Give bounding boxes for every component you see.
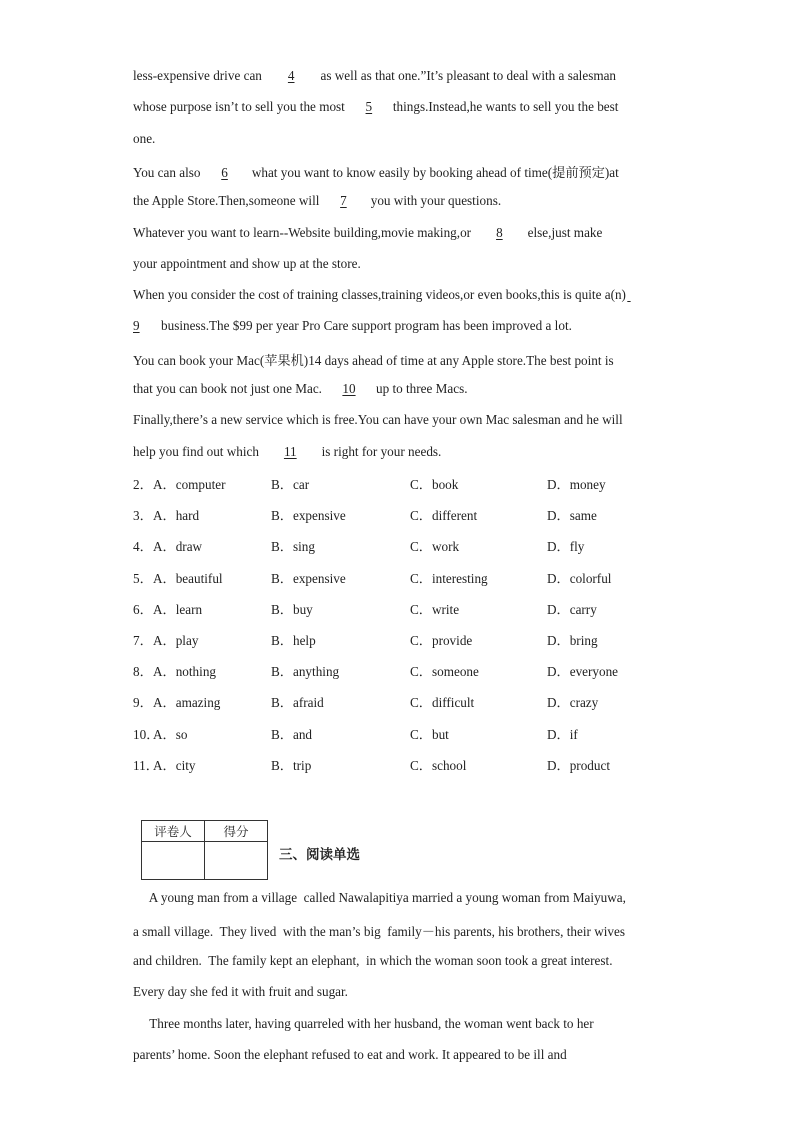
- question-number: 7．: [133, 633, 153, 648]
- option-b: B．buy: [271, 601, 313, 617]
- option-b: B．anything: [271, 664, 340, 680]
- reviewer-cell: [142, 842, 205, 880]
- option-c: C．difficult: [410, 695, 475, 711]
- question-options-row: [133, 724, 693, 744]
- option-d: D．colorful: [547, 570, 612, 586]
- passage-text: that you can book not just one Mac.: [133, 381, 322, 396]
- passage-line: [133, 381, 468, 397]
- option-a: A．beautiful: [153, 570, 223, 586]
- passage-text: When you consider the cost of training classes,training videos,or even books,this is quite a(n): [133, 287, 626, 303]
- option-b: B．trip: [271, 757, 312, 773]
- option-a: A．learn: [153, 601, 203, 617]
- passage-text: else,just make: [524, 224, 603, 240]
- passage-text: Whatever you want to learn--Website building,movie making,or: [133, 224, 475, 240]
- question-number: 11．: [133, 757, 159, 773]
- passage-line: [133, 193, 501, 209]
- answer-blank: 4: [287, 68, 295, 83]
- answer-blank: 9: [133, 318, 140, 334]
- answer-blank: 6: [221, 164, 228, 180]
- option-c: C．book: [410, 477, 459, 492]
- question-number: 10．: [133, 726, 160, 742]
- passage-text: what you want to know easily by booking ahead of time(提前预定)at: [248, 164, 619, 180]
- question-options-row: [133, 661, 693, 681]
- question-options-row: [133, 599, 693, 619]
- answer-blank: 10: [342, 381, 356, 396]
- passage-line: [133, 412, 623, 428]
- option-a: A．play: [153, 633, 199, 648]
- answer-blank: 7: [340, 193, 347, 209]
- answer-blank: 8: [496, 224, 503, 240]
- passage-line: [133, 444, 441, 460]
- option-c: C．but: [410, 726, 449, 742]
- question-options-row: [133, 505, 693, 525]
- question-number: 9．: [133, 695, 153, 711]
- option-c: C．different: [410, 508, 478, 524]
- question-number: 6．: [133, 601, 153, 617]
- option-b: B．help: [271, 633, 316, 648]
- grading-table: [141, 820, 268, 880]
- option-a: A．nothing: [153, 664, 217, 680]
- question-options-row: [133, 630, 693, 650]
- reading-line: and children. The family kept an elephant, in which the woman soon took a great interest.: [133, 952, 613, 968]
- question-options-row: [133, 755, 693, 775]
- reviewer-header: 评卷人: [142, 821, 205, 842]
- passage-line: [133, 162, 619, 181]
- passage-line: [133, 256, 361, 272]
- score-header: 得分: [205, 821, 268, 842]
- option-c: C．interesting: [410, 570, 488, 586]
- option-b: B．sing: [271, 539, 315, 555]
- answer-blank: 11: [283, 443, 297, 459]
- reading-line: Three months later, having quarreled with her husband, the woman went back to her: [133, 1015, 594, 1031]
- option-d: D．crazy: [547, 695, 599, 711]
- section-title: 三、阅读单选: [279, 847, 360, 863]
- question-options-row: [133, 474, 693, 494]
- passage-text: business.The $99 per year Pro Care support program has been improved a lot.: [161, 318, 572, 334]
- option-d: D．money: [547, 477, 606, 492]
- passage-text: is right for your needs.: [318, 443, 442, 459]
- option-d: D．same: [547, 508, 597, 524]
- option-b: B．afraid: [271, 695, 324, 711]
- passage-text: the Apple Store.Then,someone will: [133, 193, 320, 209]
- option-c: C．work: [410, 539, 460, 555]
- question-options-row: [133, 692, 693, 712]
- passage-text: things.Instead,he wants to sell you the best: [392, 99, 619, 115]
- question-number: 8．: [133, 664, 153, 680]
- passage-line: [133, 99, 618, 115]
- answer-blank: [626, 287, 632, 303]
- option-c: C．someone: [410, 664, 479, 680]
- question-options-row: [133, 568, 693, 588]
- passage-line: [133, 68, 616, 84]
- passage-text: help you find out which: [133, 443, 263, 459]
- passage-text: whose purpose isn’t to sell you the most: [133, 99, 345, 115]
- reading-line: A young man from a village called Nawalapitiya married a young woman from Maiyuwa,: [133, 890, 626, 905]
- answer-blank: 5: [365, 99, 373, 115]
- option-d: D．fly: [547, 539, 585, 555]
- passage-text: You can book your Mac(苹果机)14 days ahead of time at any Apple store.The best point is: [133, 352, 614, 368]
- passage-line: [133, 350, 614, 369]
- option-a: A．so: [153, 726, 188, 742]
- option-a: A．computer: [153, 477, 226, 492]
- passage-text: as well as that one.”It’s pleasant to deal with a salesman: [317, 68, 617, 83]
- question-options-row: [133, 536, 693, 556]
- option-d: D．everyone: [547, 664, 619, 680]
- passage-text: Finally,there’s a new service which is free.You can have your own Mac salesman and he will: [133, 412, 623, 428]
- passage-text: less-expensive drive can: [133, 68, 266, 83]
- passage-text: your appointment and show up at the store.: [133, 255, 361, 271]
- option-c: C．write: [410, 601, 460, 617]
- option-a: A．amazing: [153, 695, 221, 711]
- option-c: C．provide: [410, 633, 473, 648]
- option-b: B．and: [271, 726, 313, 742]
- option-b: B．car: [271, 477, 310, 492]
- reading-line: parents’ home. Soon the elephant refused to eat and work. It appeared to be ill and: [133, 1047, 567, 1062]
- option-a: A．draw: [153, 539, 203, 555]
- passage-text: up to three Macs.: [375, 381, 468, 396]
- option-b: B．expensive: [271, 508, 346, 524]
- question-number: 3．: [133, 508, 153, 524]
- passage-text: You can also: [133, 164, 201, 180]
- option-c: C．school: [410, 757, 467, 773]
- passage-text: one.: [133, 130, 156, 146]
- option-a: A．hard: [153, 508, 200, 524]
- question-number: 5．: [133, 570, 153, 586]
- reading-line: a small village. They lived with the man’s big family－his parents, his brothers, their wives: [133, 924, 625, 940]
- option-d: D．product: [547, 757, 610, 773]
- option-d: D．bring: [547, 633, 598, 648]
- option-a: A．city: [153, 757, 196, 773]
- question-number: 4．: [133, 539, 153, 555]
- passage-line: [133, 318, 572, 334]
- passage-line: [133, 225, 602, 241]
- option-d: D．carry: [547, 601, 597, 617]
- score-cell: [205, 842, 268, 880]
- passage-line: [133, 131, 155, 147]
- passage-text: you with your questions.: [367, 193, 502, 209]
- question-number: 2．: [133, 477, 153, 492]
- passage-line: [133, 287, 632, 303]
- option-b: B．expensive: [271, 570, 346, 586]
- reading-line: Every day she fed it with fruit and sugar.: [133, 984, 348, 1000]
- option-d: D．if: [547, 726, 578, 742]
